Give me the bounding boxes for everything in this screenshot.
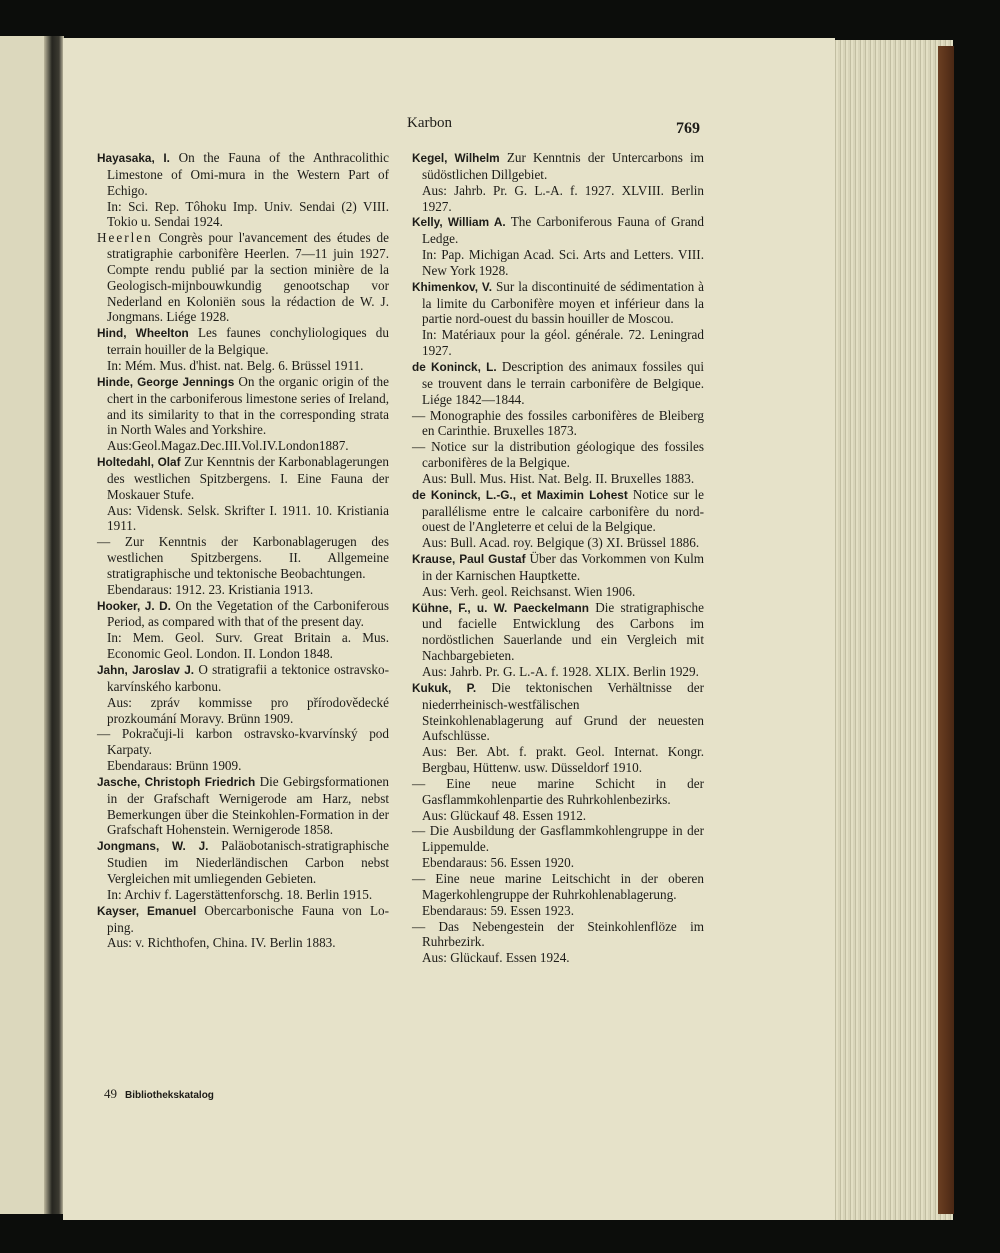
bibliography-entry [97,598,389,631]
entry-author: Hinde, George Jennings [97,374,235,389]
bibliography-entry [412,600,704,664]
bibliography-entry [97,454,389,503]
entry-title: Obercarbonische Fauna von Lo-ping. [107,902,389,935]
entry-title: On the organic origin of the chert in the carboniferous limestone series of Ireland, and its similarity to that in the corresponding strata in North Wales and Yorkshire. [107,373,390,438]
signature-number: 49 [104,1086,117,1101]
entry-source: Aus: zpráv kommisse pro přírodovědecké prozkoumání Moravy. Brünn 1909. [107,694,389,726]
entry-title: Die stratigraphische und facielle Entwicklung des Carbons im nordöstlichen Sauerlande und ein Vergleich mit Nachbargebieten. [422,599,704,664]
entry-author: — [412,439,426,455]
entry-author: — [412,823,426,839]
bibliography-entry [412,823,704,855]
entry-author: Hayasaka, I. [97,151,170,165]
bibliography-entry [412,408,704,440]
entry-source: Ebendaraus: 59. Essen 1923. [422,902,574,918]
bibliography-entry [97,230,389,325]
bibliography-entry [97,774,389,838]
entry-title: Die Gebirgsformationen in der Grafschaft Wernigerode am Harz, nebst Bemerkungen über die Steinkohlen-Formation in der Grafschaft Hohenstein. Wernigerode 1858. [107,773,389,838]
bibliography-entry [97,662,389,695]
entry-author: Heerlen [97,230,153,246]
bibliography-entry [97,726,389,758]
entry-author: Kayser, Emanuel [97,903,197,918]
entry-title: On the Fauna of the Anthracolithic Limestone of Omi-mura in the Western Part of Echigo. [107,150,389,198]
entry-author: Jahn, Jaroslav J. [97,663,195,677]
entry-title: Congrès pour l'avancement des études de stratigraphie carbonifère Heerlen. 7—11 juin 1927. Compte rendu publié par la section minière de la Geologisch-mijnbouwkundig genootschap vor Nederland en Koloniën sous la rédaction de W. J. Jongmans. Liége 1928. [107,230,389,325]
page-number: 769 [676,120,700,137]
entry-source: In: Archiv f. Lagerstättenforschg. 18. Berlin 1915. [107,886,373,902]
entry-author: Hooker, J. D. [97,598,171,613]
entry-source: Aus:Geol.Magaz.Dec.III.Vol.IV.London1887. [107,438,349,454]
bibliography-entry [412,487,704,536]
bibliography-entry [412,439,704,471]
entry-title: Eine neue marine Schicht in der Gasflammkohlenpartie des Ruhrkohlenbezirks. [422,775,704,807]
bibliography-entry [412,150,704,183]
bibliography-entry [412,871,704,903]
entry-title: Über das Vorkommen von Kulm in der Karnischen Hauptkette. [422,551,704,583]
entry-title: Das Nebengestein der Steinkohlenflöze im Ruhrbezirk. [422,918,704,950]
signature-label: Bibliothekskatalog [125,1090,214,1101]
entry-title: Monographie des fossiles carbonifères de Bleiberg en Carinthie. Bruxelles 1873. [422,407,704,439]
entry-author: Kukuk, P. [412,680,477,695]
entry-title: On the Vegetation of the Carboniferous Period, as compared with that of the present day. [107,597,389,630]
entry-source: Aus: Jahrb. Pr. G. L.-A. f. 1927. XLVIII. Berlin 1927. [422,182,704,214]
entry-title: Die tektonischen Verhältnisse der niederrheinisch-westfälischen Steinkohlenablagerung auf Grund der neuesten Aufschlüsse. [422,679,705,744]
entry-source: Aus: Verh. geol. Reichsanst. Wien 1906. [422,583,636,599]
entry-title: Zur Kenntnis der Karbonablagerugen des westlichen Spitzbergens. II. Allgemeine stratigraphische und tektonische Beobachtungen. [107,534,389,581]
bibliography-entry [412,776,704,808]
entry-source: Aus: Bull. Mus. Hist. Nat. Belg. II. Bruxelles 1883. [422,470,695,486]
entry-source: Ebendaraus: Brünn 1909. [107,758,242,774]
entry-source: Aus: Jahrb. Pr. G. L.-A. f. 1928. XLIX. Berlin 1929. [422,664,699,679]
entry-title: O stratigrafii a tektonice ostravsko-karvínského karbonu. [107,662,389,694]
facing-page-edge [0,36,46,1214]
entry-author: — [412,918,426,934]
page-footer [104,1086,214,1102]
entry-source: Aus: v. Richthofen, China. IV. Berlin 1883. [107,935,336,951]
entry-source: In: Mem. Geol. Surv. Great Britain a. Mus. Economic Geol. London. II. London 1848. [107,630,389,662]
entry-title: Description des animaux fossiles qui se trouvent dans le terrain carbonifère de Belgique. Liége 1842—1844. [422,358,704,407]
entry-source: Ebendaraus: 56. Essen 1920. [422,855,574,871]
entry-author: Hind, Wheelton [97,326,189,341]
entry-author: de Koninck, L. [412,359,497,374]
entry-author: — [412,775,426,791]
entry-title: Notice sur la distribution géologique des fossiles carbonifères de la Belgique. [422,439,704,471]
entry-author: — [412,870,426,886]
entry-source: Aus: Ber. Abt. f. prakt. Geol. Internat. Kongr. Bergbau, Hüttenw. usw. Düsseldorf 1910. [422,744,704,776]
entry-title: Zur Kenntnis der Untercarbons im südöstlichen Dillgebiet. [422,150,704,182]
entry-author: Holtedahl, Olaf [97,455,181,470]
entry-author: — [412,407,426,423]
bibliography-entry [412,279,704,328]
book-gutter [44,36,64,1214]
bibliography-entry [412,680,704,744]
entry-author: Kühne, F., u. W. Paeckelmann [412,600,589,615]
entry-title: Notice sur le parallélisme entre le calcaire carbonifère du nord-ouest de l'Angleterre et celui de la Belgique. [422,486,704,535]
entry-author: Kegel, Wilhelm [412,151,500,165]
bibliography-entry [412,551,704,584]
entry-author: — [97,534,111,550]
entry-title: Pokračuji-li karbon ostravsko-kvarvínský pod Karpaty. [107,726,389,758]
entry-author: Krause, Paul Gustaf [412,552,526,567]
bibliography-entry [412,214,704,247]
entry-title: Zur Kenntnis der Karbonablagerungen des westlichen Spitzbergens. I. Eine Fauna der Moskauer Stufe. [107,454,389,502]
entry-title: The Carboniferous Fauna of Grand Ledge. [422,214,704,247]
bibliography-entry [97,374,389,438]
entry-source: Aus: Bull. Acad. roy. Belgique (3) XI. Brüssel 1886. [422,535,700,551]
entry-source: In: Pap. Michigan Acad. Sci. Arts and Letters. VIII. New York 1928. [422,247,704,278]
book-cover-edge [938,46,954,1214]
running-head-title: Karbon [407,115,452,131]
entry-source: In: Mém. Mus. d'hist. nat. Belg. 6. Brüssel 1911. [107,357,364,373]
entry-author: Jongmans, W. J. [97,839,209,854]
entry-title: Les faunes conchyliologiques du terrain houiller de la Belgique. [107,325,389,358]
bibliography-entry [97,838,389,887]
entry-author: de Koninck, L.-G., et Maximin Lohest [412,487,628,502]
entry-source: In: Matériaux pour la géol. générale. 72. Leningrad 1927. [422,327,704,359]
right-column [412,150,704,966]
bibliography-entry [97,150,389,199]
entry-source: In: Sci. Rep. Tôhoku Imp. Univ. Sendai (2) VIII. Tokio u. Sendai 1924. [107,198,389,230]
entry-source: Ebendaraus: 1912. 23. Kristiania 1913. [107,581,314,597]
left-column [97,150,389,951]
page-block-edges [833,40,953,1220]
entry-author: Jasche, Christoph Friedrich [97,774,256,789]
bibliography-entry [97,325,389,358]
entry-author: Kelly, William A. [412,215,506,230]
entry-source: Aus: Glückauf. Essen 1924. [422,950,570,966]
entry-title: Die Ausbildung der Gasflammkohlengruppe in der Lippemulde. [422,823,704,855]
entry-title: Eine neue marine Leitschicht in der oberen Magerkohlengruppe der Ruhrkohlenablagerung. [422,870,704,902]
entry-author: — [97,726,111,742]
entry-title: Sur la discontinuité de sédimentation à la limite du Carbonifère moyen et inférieur dans la partie nord-ouest du bassin houiller de Moscou. [422,278,704,327]
entry-author: Khimenkov, V. [412,279,492,294]
bibliography-entry [412,359,704,408]
bibliography-entry [412,919,704,951]
bibliography-entry [97,534,389,582]
entry-source: Aus: Vidensk. Selsk. Skrifter I. 1911. 10. Kristiania 1911. [107,502,389,534]
entry-source: Aus: Glückauf 48. Essen 1912. [422,807,587,823]
entry-title: Paläobotanisch-stratigraphische Studien im Niederländischen Carbon nebst Vergleichen mit umliegenden Gebieten. [107,838,389,886]
bibliography-entry [97,903,389,936]
